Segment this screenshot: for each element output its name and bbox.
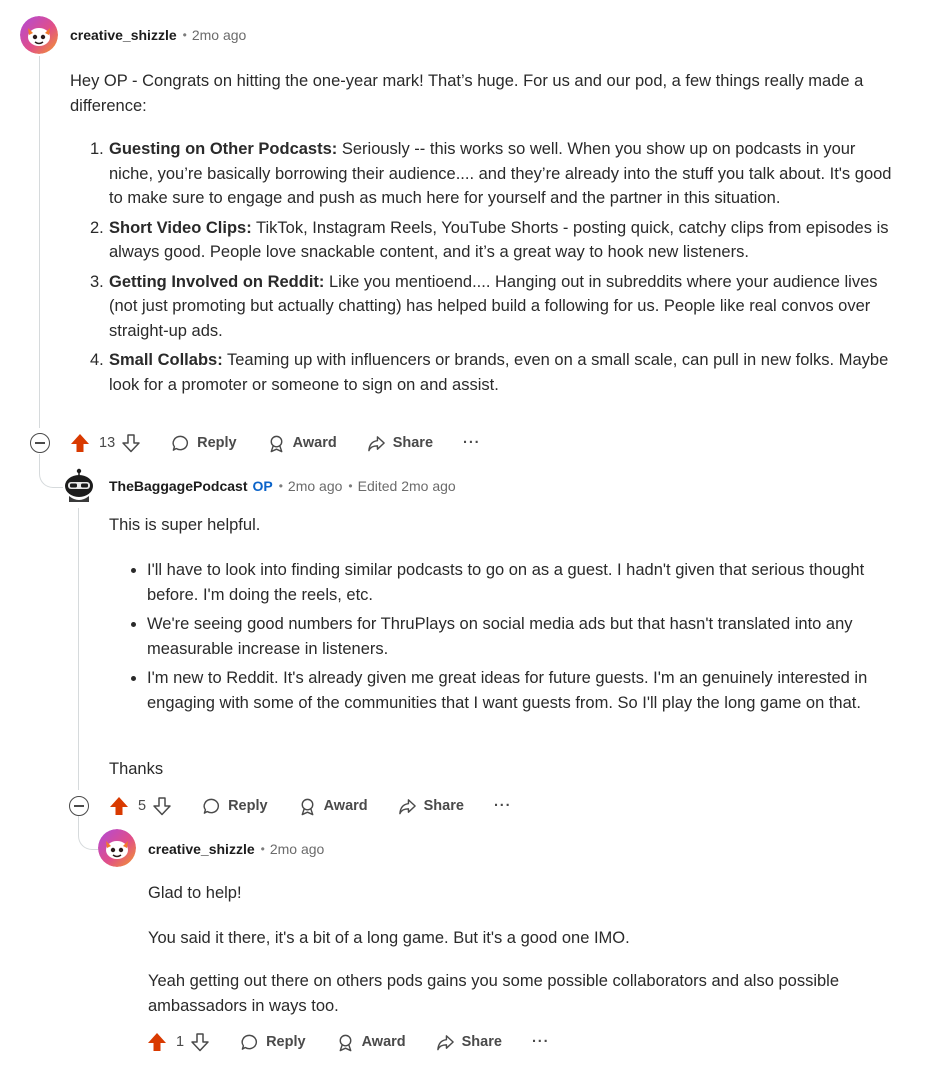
comment-timestamp[interactable]: 2mo ago [191,27,247,43]
award-label: Award [323,798,368,814]
meta-separator: • [260,842,265,856]
list-item [70,348,900,397]
comment-1-numbered-list [70,137,900,402]
award-label: Award [361,1034,406,1050]
avatar-snoo-icon[interactable] [98,829,136,867]
vote-control [147,1032,210,1052]
share-icon [436,1033,455,1052]
reply-label: Reply [197,435,237,451]
award-button[interactable] [267,434,337,453]
vote-control [70,433,141,453]
downvote-icon[interactable] [190,1032,210,1052]
comment-author[interactable]: creative_shizzle [70,27,177,43]
reply-icon [202,797,221,816]
award-label: Award [292,435,337,451]
list-item-text: Seriously -- this works so well. When you show up on podcasts in your niche, you’re basically borrowing their audience.... and they’re already into the stuff you talk about. It's good to make sure to engage and push as much here for yourself and the partner in this situation. [109,140,892,207]
upvote-icon[interactable] [109,796,129,816]
list-item-text: I'll have to look into finding similar podcasts to go on as a guest. I hadn't given that serious thought before. I'm doing the reels, etc. [147,561,865,604]
comment-2-intro [109,513,889,538]
more-icon[interactable]: ··· [493,798,512,814]
share-label: Share [423,798,464,814]
comment-paragraph: Thanks [109,760,164,778]
award-button[interactable] [298,797,368,816]
list-number: 3. [90,272,104,291]
list-item-text: I'm new to Reddit. It's already given me great ideas for future guests. I'm an genuinely interested in engaging with some of the communities that I want guests from. So I'll play the long game on that. [147,669,868,712]
list-item-heading: Getting Involved on Reddit: [109,272,325,291]
share-icon [398,797,417,816]
avatar-snoo-icon[interactable] [20,16,58,54]
comment-timestamp[interactable]: 2mo ago [269,841,325,857]
bullet-marker [131,676,136,681]
upvote-icon[interactable] [70,433,90,453]
list-item [70,137,900,211]
more-icon[interactable]: ··· [463,435,481,451]
list-item-heading: Guesting on Other Podcasts: [109,140,338,158]
comment-3-paragraph-2 [148,926,908,951]
thread-line-1 [39,56,40,428]
comment-3-action-bar [147,1030,549,1054]
list-item [70,270,900,344]
vote-count: 5 [138,798,147,814]
comment-1-action-bar [30,431,481,455]
list-item-text: Like you mentioend.... Hanging out in subreddits where your audience lives (not just promoting but actually chatting) has helped build a following for us. People like real convos over straight-up ads. [109,272,878,340]
comment-2-outro [109,757,889,782]
comment-1-meta [70,27,246,43]
reply-label: Reply [266,1034,306,1050]
list-item-text: We're seeing good numbers for ThruPlays on social media ads but that hasn't translated into any measurable increase in listeners. [147,615,853,658]
meta-separator: • [182,28,187,42]
list-item [109,666,889,715]
reply-icon [240,1033,259,1052]
award-icon [298,797,317,816]
comment-timestamp[interactable]: 2mo ago [287,478,343,494]
comment-3-paragraph-3 [148,969,908,1018]
reply-button[interactable] [202,797,268,816]
meta-separator: • [348,479,353,493]
reply-label: Reply [228,798,268,814]
list-number: 1. [90,140,104,158]
comment-paragraph: Glad to help! [148,884,242,902]
list-item [109,612,889,661]
comment-3-paragraph-1 [148,881,908,906]
share-button[interactable] [436,1033,502,1052]
comment-paragraph: This is super helpful. [109,516,261,534]
comment-author[interactable]: creative_shizzle [148,841,255,857]
list-number: 2. [90,218,104,237]
vote-control [109,796,172,816]
list-item-heading: Small Collabs: [109,351,223,369]
share-icon [367,434,386,453]
comment-2-meta [109,478,456,494]
upvote-icon[interactable] [147,1032,167,1052]
vote-count: 1 [176,1034,185,1050]
list-number: 4. [90,351,104,369]
comment-paragraph: Yeah getting out there on others pods gains you some possible collaborators and also possible ambassadors in ways too. [148,972,840,1015]
comment-2-action-bar [69,794,511,818]
reply-button[interactable] [240,1033,306,1052]
share-label: Share [461,1034,502,1050]
thread-line-2 [78,508,79,790]
award-button[interactable] [336,1033,406,1052]
list-item-text: Teaming up with influencers or brands, even on a small scale, can pull in new folks. Maybe look for a promoter or someone to sign on and assist. [109,351,889,394]
more-icon[interactable]: ··· [531,1034,550,1050]
vote-count: 13 [99,435,116,451]
share-label: Share [392,435,434,451]
avatar-snoo-icon[interactable] [62,468,96,504]
list-item [109,558,889,607]
comment-3-meta [148,841,324,857]
reply-button[interactable] [171,434,237,453]
comment-author[interactable]: TheBaggagePodcast [109,478,248,494]
bullet-marker [131,568,136,573]
reply-icon [171,434,190,453]
share-button[interactable] [398,797,464,816]
edited-label: Edited 2mo ago [357,478,456,494]
list-item [70,216,900,265]
collapse-icon[interactable] [69,796,89,816]
award-icon [336,1033,355,1052]
comment-1-intro [70,69,890,118]
thread-curve-1 [39,454,63,488]
downvote-icon[interactable] [121,433,141,453]
op-badge: OP [252,478,273,494]
meta-separator: • [278,479,283,493]
award-icon [267,434,286,453]
collapse-icon[interactable] [30,433,50,453]
list-item-heading: Short Video Clips: [109,218,252,237]
share-button[interactable] [367,434,433,453]
bullet-marker [131,622,136,627]
comment-paragraph: Hey OP - Congrats on hitting the one-year mark! That’s huge. For us and our pod, a few things really made a difference: [70,72,864,115]
comment-paragraph: You said it there, it's a bit of a long game. But it's a good one IMO. [148,929,630,947]
comment-2-bullet-list [109,558,889,720]
list-item-text: TikTok, Instagram Reels, YouTube Shorts - posting quick, catchy clips from episodes is always good. People love snackable content, and it’s a great way to hook new listeners. [109,218,889,261]
downvote-icon[interactable] [152,796,172,816]
